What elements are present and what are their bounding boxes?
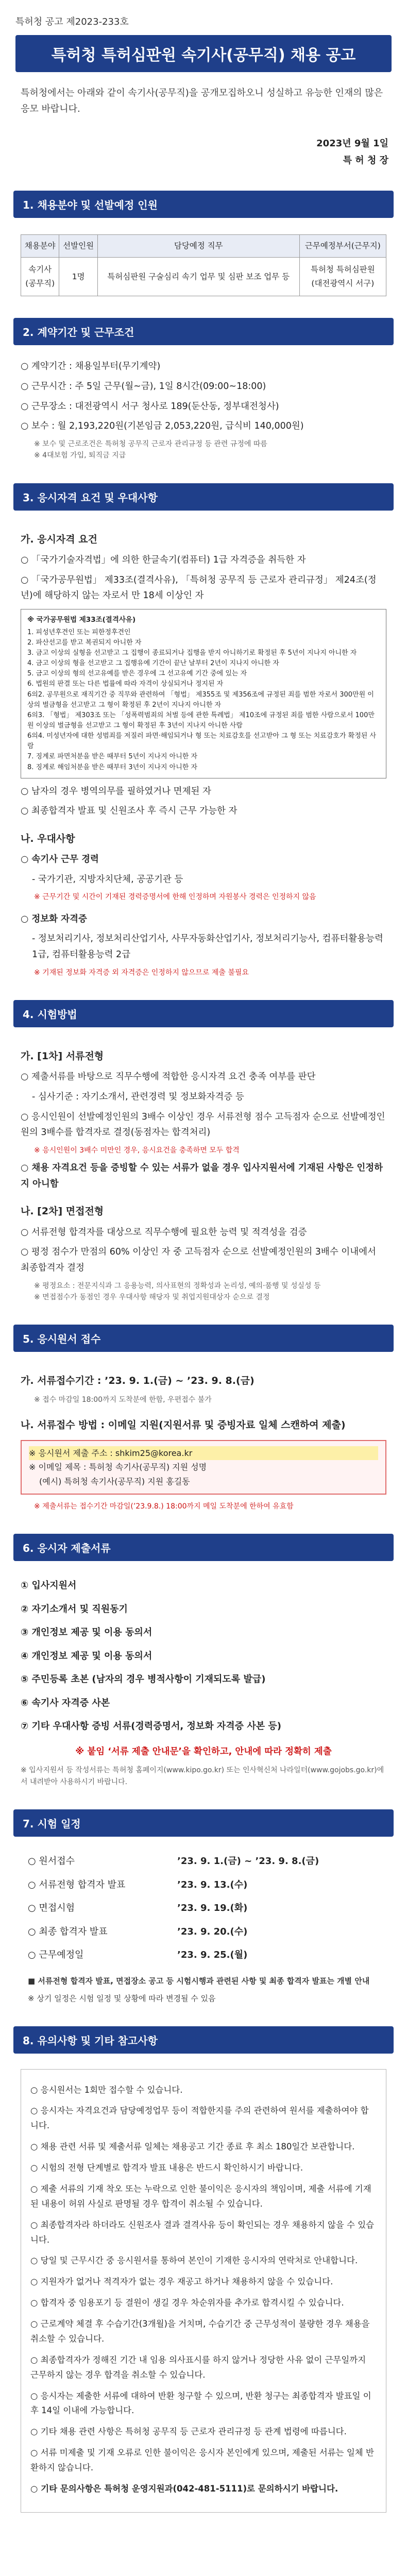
subsection-title: 가. 서류접수기간 : ’23. 9. 1.(금) ~ ’23. 9. 8.(금) <box>21 1375 255 1387</box>
list-item: ○ 제출서류를 바탕으로 직무수행에 적합한 응시자격 요건 충족 여부를 판단 <box>21 1072 316 1082</box>
section-eligibility <box>13 483 394 978</box>
note: ※ 기재된 정보화 자격증 외 자격증은 인정하지 않으므로 제출 불필요 <box>34 968 249 977</box>
list-item: ⑤ 주민등록 초본 (남자의 경우 병적사항이 기재되도록 발급) <box>21 1674 266 1685</box>
list-item: ○ 채용 관련 서류 및 제출서류 일체는 채용공고 기간 종료 후 최소 180일간 보관합니다. <box>30 2142 355 2152</box>
subsection-title: 나. [2차] 면접전형 <box>21 1206 104 1217</box>
table-header: 근무예정부서(근무지) <box>299 234 386 257</box>
note: ※ 근무기간 및 시간이 기재된 경력증명서에 한해 인정하며 자원봉사 경력은 인정하지 않음 <box>34 893 316 902</box>
disqualification-box <box>21 609 386 778</box>
table-cell: 1명 <box>59 258 97 296</box>
list-item: ○ 응시자는 제출한 서류에 대하여 반환 청구할 수 있으며, 반환 청구는 최종합격자 발표일 이후 14일 이내에 가능합니다. <box>30 2391 371 2416</box>
section-exam-method <box>13 1000 394 1303</box>
list-item: ○ 계약기간 : 채용일부터(무기계약) <box>21 361 161 372</box>
list-item: ○ 채용 자격요건 등을 증빙할 수 있는 서류가 없을 경우 입사지원서에 기재된 사항은 인정하지 아니함 <box>21 1163 383 1189</box>
email-line: (예시) 특허청 속기사(공무직) 지원 홍길동 <box>39 1476 190 1486</box>
subsection-title: 나. 서류접수 방법 : 이메일 지원(지원서류 및 증빙자료 일체 스캔하여 제출) <box>21 1419 346 1431</box>
box-line: 6의3. 「형법」 제303조 또는 「성폭력범죄의 처벌 등에 관한 특례법」 제10조에 규정된 죄를 범한 사람으로서 100만원 이상의 벌금형을 선고받고 그 형이 확정된 후 3년이 지나지 아니한 사람 <box>27 711 375 730</box>
section-contract-terms <box>13 318 394 461</box>
list-item: ○ 「국가공무원법」 제33조(결격사유), 「특허청 공무직 등 근로자 관리규정」 제24조(정년)에 해당하지 않는 자로서 만 18세 이상인 자 <box>21 574 377 601</box>
box-line: 4. 금고 이상의 형을 선고받고 그 집행유예 기간이 끝난 날부터 2년이 지나지 아니한 자 <box>27 659 279 668</box>
schedule-row: ○ 원서접수 ’23. 9. 1.(금) ~ ’23. 9. 8.(금) <box>28 1856 319 1867</box>
subsection-title: 나. 우대사항 <box>21 833 75 844</box>
schedule-row: ○ 최종 합격자 발표 ’23. 9. 20.(수) <box>28 1926 248 1937</box>
note: ※ 접수 마감일 18:00까지 도착분에 한함, 우편접수 불가 <box>34 1395 212 1404</box>
box-title: ※ 국가공무원법 제33조(결격사유) <box>27 615 136 624</box>
note: ※ 보수 및 근로조건은 특허청 공무직 근로자 관리규정 등 관련 규정에 따름 <box>34 439 267 448</box>
section-title: 1. 채용분야 및 선발예정 인원 <box>13 191 394 218</box>
email-line: ※ 이메일 제목 : 특허청 속기사(공무직) 지원 성명 <box>29 1462 207 1472</box>
notices-box <box>21 2069 386 2513</box>
list-item: ○ 응시원서는 1회만 접수할 수 있습니다. <box>30 2084 183 2095</box>
section-title: 3. 응시자격 요건 및 우대사항 <box>13 483 394 511</box>
page-title: 특허청 특허심판원 속기사(공무직) 채용 공고 <box>15 35 392 72</box>
schedule-row: ○ 근무예정일 ’23. 9. 25.(월) <box>28 1950 248 1961</box>
section-application <box>13 1325 394 1512</box>
note: ※ 응시인원이 3배수 미만인 경우, 응시요건을 충족하면 모두 합격 <box>34 1146 240 1155</box>
note: ※ 입사지원서 등 작성서류는 특허청 홈페이지(www.kipo.go.kr) 또는 인사혁신처 나라일터(www.gojobs.go.kr)에서 내려받아 사용하시기 바랍니다. <box>21 1766 384 1786</box>
section-title: 8. 유의사항 및 기타 참고사항 <box>13 2026 394 2054</box>
list-item: ① 입사지원서 <box>21 1580 77 1591</box>
list-item: ○ 근무시간 : 주 5일 근무(월~금), 1일 8시간(09:00~18:00) <box>21 381 266 392</box>
list-item: ② 자기소개서 및 직원동기 <box>21 1603 128 1615</box>
list-item: ○ 기타 문의사항은 특허청 운영지원과(042-481-5111)로 문의하시기 바랍니다. <box>30 2483 338 2494</box>
section-recruitment-field <box>13 191 394 296</box>
subsection-title: 가. [1차] 서류전형 <box>21 1050 104 1062</box>
box-line: 2. 파산선고를 받고 복권되지 아니한 자 <box>27 638 142 647</box>
subsection-title: 가. 응시자격 요건 <box>21 533 97 545</box>
list-item: ○ 최종합격자라 하더라도 신원조사 결과 결격사유 등이 확인되는 경우 채용하지 않을 수 있습니다. <box>30 2219 375 2245</box>
list-item: ○ 보수 : 월 2,193,220원(기본임금 2,053,220원, 급식비 140,000원) <box>21 421 304 432</box>
section-schedule <box>13 1809 394 2005</box>
list-item: ⑥ 속기사 자격증 사본 <box>21 1697 110 1708</box>
list-item: ⑦ 기타 우대사항 증빙 서류(경력증명서, 정보화 자격증 사본 등) <box>21 1721 281 1732</box>
list-item: ○ 최종합격자가 정해진 기간 내 임용 의사표시를 하지 않거나 정당한 사유 없이 근무일까지 근무하지 않는 경우 합격을 취소할 수 있습니다. <box>30 2354 366 2380</box>
email-line: ※ 응시원서 제출 주소 : shkim25@korea.kr <box>29 1446 378 1460</box>
list-item: - 국가기관, 지방자치단체, 공공기관 등 <box>32 874 183 885</box>
list-item: ○ 합격자 중 임용포기 등 결원이 생길 경우 차순위자를 추가로 합격시킬 수 있습니다. <box>30 2298 344 2308</box>
page-end <box>0 2513 407 2533</box>
note: ※ 4대보험 가입, 퇴직금 지급 <box>34 451 126 460</box>
note: ※ 면접점수가 동점인 경우 우대사항 해당자 및 취업지원대상자 순으로 결정 <box>34 1293 270 1301</box>
table-cell: 특허심판원 구술심리 속기 업무 및 심판 보조 업무 등 <box>97 258 299 296</box>
table-header: 채용분야 <box>21 234 59 257</box>
box-line: 6의4. 미성년자에 대한 성범죄를 저질러 파면·해임되거나 형 또는 치료감호를 선고받아 그 형 또는 치료감호가 확정된 사람 <box>27 732 377 751</box>
section-title: 7. 시험 일정 <box>13 1809 394 1837</box>
notice-date: 2023년 9월 1일 <box>316 138 388 149</box>
section-title: 6. 응시자 제출서류 <box>13 1534 394 1561</box>
table-header: 선발인원 <box>59 234 97 257</box>
list-item: ○ 근무장소 : 대전광역시 서구 청사로 189(둔산동, 정부대전청사) <box>21 401 279 412</box>
list-item: ○ 서류 미제출 및 기재 오류로 인한 불이익은 응시자 본인에게 있으며, 제출된 서류는 일체 반환하지 않습니다. <box>30 2448 374 2473</box>
note: ※ 제출서류는 접수기간 마감일(’23.9.8.) 18:00까지 메일 도착분에 한하여 유효함 <box>34 1502 294 1511</box>
section-notices <box>13 2026 394 2513</box>
section-title: 5. 응시원서 접수 <box>13 1325 394 1352</box>
box-line: 6. 법원의 판결 또는 다른 법률에 따라 자격이 상실되거나 정지된 자 <box>27 680 224 688</box>
list-item: ○ 남자의 경우 병역의무를 필하였거나 면제된 자 <box>21 786 211 796</box>
list-item: ○ 최종합격자 발표 및 신원조사 후 즉시 근무 가능한 자 <box>21 806 238 817</box>
list-item: ○ 제출 서류의 기재 착오 또는 누락으로 인한 불이익은 응시자의 책임이며, 제출 서류에 기재된 내용이 허위 사실로 판명될 경우 합격이 취소될 수 있습니다. <box>30 2183 371 2209</box>
list-item: ○ 시험의 전형 단계별로 합격자 발표 내용은 반드시 확인하시기 바랍니다. <box>30 2163 303 2173</box>
date-block <box>0 135 388 169</box>
issuer: 특 허 청 장 <box>343 155 388 166</box>
list-item: - 정보처리기사, 정보처리산업기사, 사무자동화산업기사, 정보처리기능사, 컴퓨터활용능력 1급, 컴퓨터활용능력 2급 <box>32 934 383 960</box>
list-item: ③ 개인정보 제공 및 이용 동의서 <box>21 1627 152 1638</box>
list-item: ○ 당일 및 근무시간 중 응시원서를 통하여 본인이 기재한 응시자의 연락처로 안내합니다. <box>30 2256 358 2266</box>
list-item: ○ 응시자는 자격요건과 담당예정업무 등이 적합한지를 주의 관련하여 원서를 제출하여야 합니다. <box>30 2106 369 2131</box>
box-line: 1. 피성년후견인 또는 피한정후견인 <box>27 628 131 636</box>
email-info-box <box>21 1440 386 1495</box>
table-header: 담당예정 직무 <box>97 234 299 257</box>
recruitment-table <box>21 234 386 296</box>
box-line: 6의2. 공무원으로 재직기간 중 직무와 관련하여 「형법」 제355조 및 제356조에 규정된 죄를 범한 자로서 300만원 이상의 벌금형을 선고받고 그 형이 확정된 후 2년이 지나지 아니한 자 <box>27 690 374 709</box>
section-documents <box>13 1534 394 1788</box>
box-line: 3. 금고 이상의 실형을 선고받고 그 집행이 종료되거나 집행을 받지 아니하기로 확정된 후 5년이 지나지 아니한 자 <box>27 649 357 657</box>
schedule-row: ○ 서류전형 합격자 발표 ’23. 9. 13.(수) <box>28 1879 248 1890</box>
list-item: ○ 기타 채용 관련 사항은 특허청 공무직 등 근로자 관리규정 등 관계 법령에 따릅니다. <box>30 2427 347 2437</box>
table-cell: 특허청 특허심판원 (대전광역시 서구) <box>299 258 386 296</box>
table-cell: 속기사 (공무직) <box>21 258 59 296</box>
list-item: ○ 지원자가 없거나 적격자가 없는 경우 재공고 하거나 채용하지 않을 수 있습니다. <box>30 2277 333 2287</box>
list-item: ○ 응시인원이 선발예정인원의 3배수 이상인 경우 서류전형 점수 고득점자 순으로 선발예정인원의 3배수를 합격자로 결정(동점자는 합격처리) <box>21 1111 385 1138</box>
note: ■ 서류전형 합격자 발표, 면접장소 공고 등 시험시행과 관련된 사항 및 최종 합격자 발표는 개별 안내 <box>28 1976 370 1986</box>
list-item: ○ 서류전형 합격자를 대상으로 직무수행에 필요한 능력 및 적격성을 검증 <box>21 1227 307 1238</box>
list-item: ○ 「국가기술자격법」에 의한 한글속기(컴퓨터) 1급 자격증을 취득한 자 <box>21 554 306 565</box>
intro-text: 특허청에서는 아래와 같이 속기사(공무직)을 공개모집하오니 성실하고 유능한 인재의 많은 응모 바랍니다. <box>21 88 383 114</box>
list-item: - 심사기준 : 자기소개서, 관련경력 및 정보화자격증 등 <box>32 1091 244 1102</box>
box-line: 5. 금고 이상의 형의 선고유예를 받은 경우에 그 선고유예 기간 중에 있는 자 <box>27 670 247 678</box>
list-item: ○ 근로계약 체결 후 수습기간(3개월)을 거치며, 수습기간 중 근무성적이 불량한 경우 채용을 취소할 수 있습니다. <box>30 2319 370 2344</box>
list-item: ○ 정보화 자격증 <box>21 913 87 924</box>
list-item: ○ 속기사 근무 경력 <box>21 854 99 865</box>
box-line: 7. 징계로 파면처분을 받은 때부터 5년이 지나지 아니한 자 <box>27 753 198 761</box>
warning-text: ※ 붙임 ‘서류 제출 안내문’을 확인하고, 안내에 따라 정확히 제출 <box>75 1746 332 1757</box>
note: ※ 상기 일정은 시험 일정 및 상황에 따라 변경될 수 있음 <box>28 1993 216 2003</box>
notice-number: 특허청 공고 제2023-233호 <box>15 16 129 27</box>
box-line: 8. 징계로 해임처분을 받은 때부터 3년이 지나지 아니한 자 <box>27 763 198 771</box>
section-title: 4. 시험방법 <box>13 1000 394 1027</box>
note: ※ 평정요소 : 전문지식과 그 응용능력, 의사표현의 정확성과 논리성, 예의·품행 및 성실성 등 <box>34 1281 321 1290</box>
list-item: ○ 평정 점수가 만점의 60% 이상인 자 중 고득점자 순으로 선발예정인원의 3배수 이내에서 최종합격자 결정 <box>21 1247 376 1273</box>
section-title: 2. 계약기간 및 근무조건 <box>13 318 394 345</box>
list-item: ④ 개인정보 제공 및 이용 동의서 <box>21 1650 152 1662</box>
schedule-row: ○ 면접시험 ’23. 9. 19.(화) <box>28 1903 248 1914</box>
